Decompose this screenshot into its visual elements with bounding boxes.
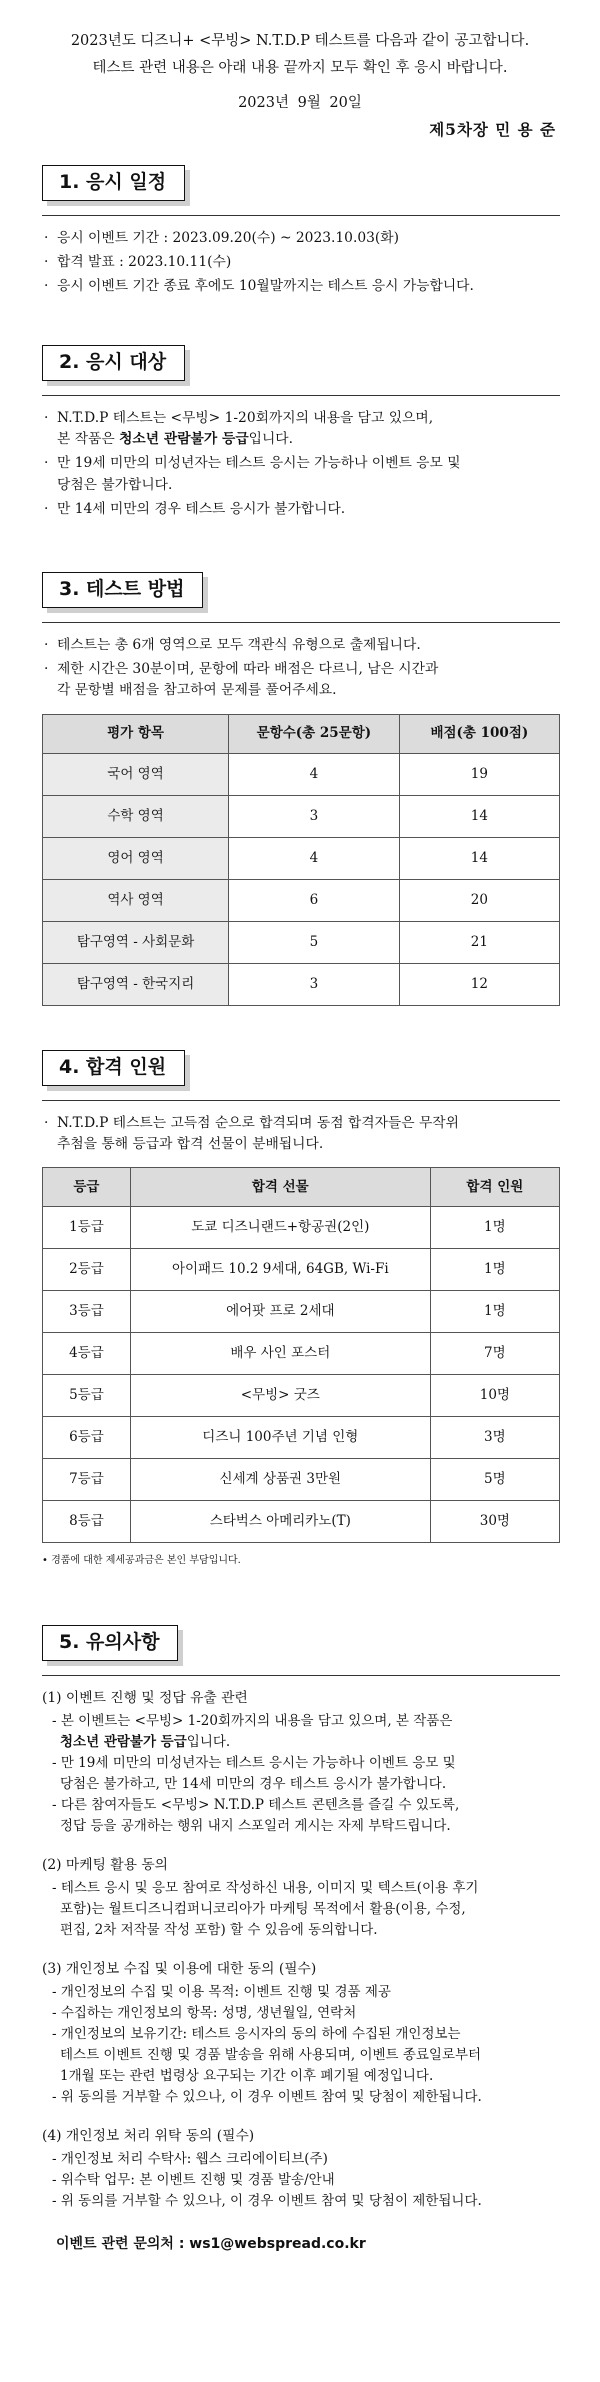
announcement-date: 2023년 9월 20일 — [238, 94, 362, 111]
notice-line: - 수집하는 개인정보의 항목: 성명, 생년월일, 연락처 — [52, 2005, 357, 2022]
section-divider — [42, 1675, 560, 1676]
section-title: 5. 유의사항 — [42, 1625, 178, 1661]
table-row — [43, 1207, 560, 1249]
bullet-list — [42, 228, 560, 298]
table-cell: 1명 — [430, 1291, 559, 1333]
table-cell: 6등급 — [43, 1417, 131, 1459]
table-cell: 배우 사인 포스터 — [130, 1333, 430, 1375]
bullet-item: · N.T.D.P 테스트는 고득점 순으로 합격되며 동점 합격자들은 무작위 추첨을 통해 등급과 합격 선물이 분배됩니다. — [44, 1114, 459, 1153]
table-cell: 21 — [399, 921, 559, 963]
table-cell: 20 — [399, 879, 559, 921]
table-cell: <무빙> 굿즈 — [130, 1375, 430, 1417]
table-cell: 4 — [229, 753, 400, 795]
column-header: 등급 — [43, 1168, 131, 1207]
section-winners — [42, 1050, 560, 1569]
notice-line: - 개인정보 처리 수탁사: 웹스 크리에이티브(주) — [52, 2151, 328, 2168]
notice-group-title: (3) 개인정보 수집 및 이용에 대한 동의 (필수) — [42, 1960, 317, 1977]
table-cell: 14 — [399, 837, 559, 879]
section-divider — [42, 215, 560, 216]
table-row — [43, 837, 560, 879]
table-cell: 14 — [399, 795, 559, 837]
notice-line: 테스트 이벤트 진행 및 경품 발송을 위해 사용되며, 이벤트 종료일로부터 — [60, 2046, 482, 2063]
notice-group-marketing — [42, 1855, 560, 1941]
bullet-item: · 테스트는 총 6개 영역으로 모두 객관식 유형으로 출제됩니다. — [44, 636, 421, 653]
notice-line: 1개월 또는 관련 법령상 요구되는 기간 이후 폐기될 예정입니다. — [60, 2067, 434, 2084]
table-row — [43, 1417, 560, 1459]
table-cell: 4등급 — [43, 1333, 131, 1375]
table-cell: 3명 — [430, 1417, 559, 1459]
table-row — [43, 1333, 560, 1375]
table-cell: 1명 — [430, 1249, 559, 1291]
table-cell: 3등급 — [43, 1291, 131, 1333]
bullet-item: · 합격 발표 : 2023.10.11(수) — [44, 254, 232, 271]
notice-line: - 다른 참여자들도 <무빙> N.T.D.P 테스트 콘텐츠를 즐길 수 있도록, — [52, 1796, 460, 1813]
section-schedule — [42, 165, 560, 301]
table-cell: 영어 영역 — [43, 837, 229, 879]
table-row — [43, 795, 560, 837]
notice-line: 당첨은 불가하고, 만 14세 미만의 경우 테스트 응시가 불가합니다. — [60, 1775, 447, 1792]
table-row — [43, 1291, 560, 1333]
notice-line: - 위 동의를 거부할 수 있으나, 이 경우 이벤트 참여 및 당첨이 제한됩니다. — [52, 2088, 482, 2105]
table-cell: 수학 영역 — [43, 795, 229, 837]
notice-line: - 개인정보의 수집 및 이용 목적: 이벤트 진행 및 경품 제공 — [52, 1984, 391, 2001]
notice-line: - 만 19세 미만의 미성년자는 테스트 응시는 가능하나 이벤트 응모 및 — [52, 1754, 456, 1771]
table-cell: 30명 — [430, 1501, 559, 1543]
section-notices — [42, 1625, 560, 2255]
column-header: 평가 항목 — [43, 714, 229, 753]
table-header-row — [43, 714, 560, 753]
table-cell: 디즈니 100주년 기념 인형 — [130, 1417, 430, 1459]
notice-line: 편집, 2차 저작물 작성 포함) 할 수 있음에 동의합니다. — [60, 1921, 378, 1938]
notice-line: 포함)는 월트디즈니컴퍼니코리아가 마케팅 목적에서 활용(이용, 수정, — [60, 1900, 466, 1917]
notice-line: - 위 동의를 거부할 수 있으나, 이 경우 이벤트 참여 및 당첨이 제한됩니다. — [52, 2192, 482, 2209]
table-cell: 19 — [399, 753, 559, 795]
section-title: 3. 테스트 방법 — [42, 572, 203, 608]
section-title: 2. 응시 대상 — [42, 345, 185, 381]
notice-line: - 테스트 응시 및 응모 참여로 작성하신 내용, 이미지 및 텍스트(이용 후기 — [52, 1879, 479, 1896]
notice-line: - 본 이벤트는 <무빙> 1-20회까지의 내용을 담고 있으며, 본 작품은 — [52, 1713, 453, 1730]
table-cell: 5등급 — [43, 1375, 131, 1417]
bullet-item: · 만 14세 미만의 경우 테스트 응시가 불가합니다. — [44, 501, 346, 518]
table-row — [43, 963, 560, 1005]
table-cell: 4 — [229, 837, 400, 879]
notice-line: 정답 등을 공개하는 행위 내지 스포일러 게시는 자제 부탁드립니다. — [60, 1817, 451, 1834]
notice-group-outsourcing — [42, 2126, 560, 2212]
table-cell: 도쿄 디즈니랜드+항공권(2인) — [130, 1207, 430, 1249]
table-cell: 에어팟 프로 2세대 — [130, 1291, 430, 1333]
notice-line: - 위수탁 업무: 본 이벤트 진행 및 경품 발송/안내 — [52, 2171, 335, 2188]
section-test-method — [42, 572, 560, 1006]
column-header: 문항수(총 25문항) — [229, 714, 400, 753]
table-cell: 6 — [229, 879, 400, 921]
section-divider — [42, 622, 560, 623]
bullet-item: · 응시 이벤트 기간 종료 후에도 10월말까지는 테스트 응시 가능합니다. — [44, 278, 474, 295]
table-row — [43, 879, 560, 921]
table-cell: 1등급 — [43, 1207, 131, 1249]
table-header-row — [43, 1168, 560, 1207]
table-row — [43, 1501, 560, 1543]
notice-group-title: (1) 이벤트 진행 및 정답 유출 관련 — [42, 1689, 248, 1706]
scoring-table — [42, 714, 560, 1006]
table-cell: 탐구영역 - 사회문화 — [43, 921, 229, 963]
notice-group-title: (4) 개인정보 처리 위탁 동의 (필수) — [42, 2127, 255, 2144]
table-cell: 1명 — [430, 1207, 559, 1249]
bullet-list — [42, 635, 560, 702]
table-cell: 7등급 — [43, 1459, 131, 1501]
table-cell: 8등급 — [43, 1501, 131, 1543]
notice-group-event — [42, 1688, 560, 1837]
table-cell: 역사 영역 — [43, 879, 229, 921]
bullet-item: · 만 19세 미만의 미성년자는 테스트 응시는 가능하나 이벤트 응모 및 당첨은 불가합니다. — [44, 455, 461, 493]
table-cell: 스타벅스 아메리카노(T) — [130, 1501, 430, 1543]
notice-group-title: (2) 마케팅 활용 동의 — [42, 1856, 168, 1873]
table-row — [43, 921, 560, 963]
table-cell: 5명 — [430, 1459, 559, 1501]
table-cell: 7명 — [430, 1333, 559, 1375]
table-row — [43, 1249, 560, 1291]
signer: 제5차장 민 용 준 — [429, 120, 556, 140]
column-header: 배점(총 100점) — [399, 714, 559, 753]
table-cell: 신세계 상품권 3만원 — [130, 1459, 430, 1501]
bullet-item: · 응시 이벤트 기간 : 2023.09.20(수) ~ 2023.10.03(화) — [44, 229, 399, 246]
table-cell: 아이패드 10.2 9세대, 64GB, Wi-Fi — [130, 1249, 430, 1291]
table-row — [43, 753, 560, 795]
intro-line-2: 테스트 관련 내용은 아래 내용 끝까지 모두 확인 후 응시 바랍니다. — [92, 59, 508, 76]
section-divider — [42, 395, 560, 396]
section-title: 4. 합격 인원 — [42, 1050, 185, 1086]
table-cell: 3 — [229, 963, 400, 1005]
bullet-item: · 제한 시간은 30분이며, 문항에 따라 배점은 다르니, 남은 시간과 각 문항별 배점을 참고하여 문제를 풀어주세요. — [44, 661, 439, 699]
section-eligibility — [42, 345, 560, 524]
bullet-list — [42, 1113, 560, 1156]
table-cell: 5 — [229, 921, 400, 963]
bullet-item: · N.T.D.P 테스트는 <무빙> 1-20회까지의 내용을 담고 있으며, 본 작품은 청소년 관람불가 등급입니다. — [44, 409, 434, 448]
table-row — [43, 1375, 560, 1417]
table-cell: 12 — [399, 963, 559, 1005]
prize-table — [42, 1167, 560, 1543]
intro-block — [0, 0, 600, 82]
section-title: 1. 응시 일정 — [42, 165, 185, 201]
table-row — [43, 1459, 560, 1501]
notice-line: 청소년 관람불가 등급입니다. — [60, 1733, 231, 1750]
notice-group-privacy — [42, 1959, 560, 2108]
tax-footnote: • 경품에 대한 제세공과금은 본인 부담입니다. — [42, 1555, 241, 1567]
table-cell: 탐구영역 - 한국지리 — [43, 963, 229, 1005]
table-cell: 국어 영역 — [43, 753, 229, 795]
rating-emphasis: 청소년 관람불가 등급 — [60, 1733, 187, 1750]
column-header: 합격 인원 — [430, 1168, 559, 1207]
contact-info: 이벤트 관련 문의처 : ws1@webspread.co.kr — [56, 2235, 366, 2252]
section-divider — [42, 1100, 560, 1101]
notice-line: - 개인정보의 보유기간: 테스트 응시자의 동의 하에 수집된 개인정보는 — [52, 2025, 461, 2042]
intro-line-1: 2023년도 디즈니+ <무빙> N.T.D.P 테스트를 다음과 같이 공고합니다. — [70, 33, 530, 49]
bullet-list — [42, 408, 560, 521]
table-cell: 3 — [229, 795, 400, 837]
table-cell: 10명 — [430, 1375, 559, 1417]
rating-emphasis: 청소년 관람불가 등급 — [119, 431, 249, 448]
column-header: 합격 선물 — [130, 1168, 430, 1207]
table-cell: 2등급 — [43, 1249, 131, 1291]
